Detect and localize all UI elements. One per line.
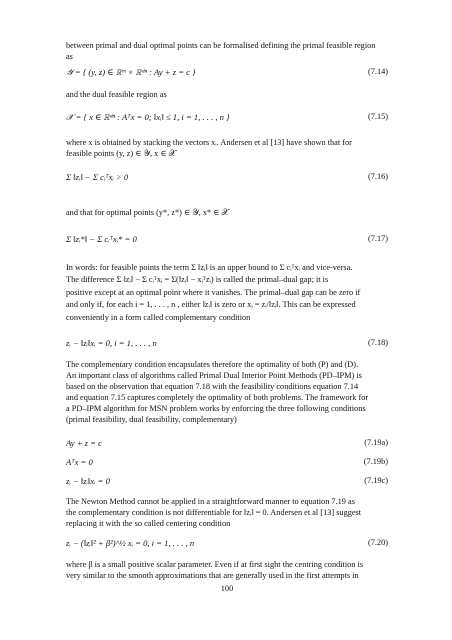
equation-number: (7.14): [367, 67, 388, 76]
equation-7-19b: [66, 457, 388, 469]
equation-body: zᵢ − ‖zᵢ‖xᵢ = 0, i = 1, . . . , n: [66, 338, 157, 348]
paragraph-beta: [66, 559, 388, 581]
text-line: between primal and dual optimal points can be formalised defining the primal feasible region: [66, 41, 376, 50]
text-line: The difference Σ ‖zᵢ‖ − Σ cᵢᵀxᵢ = Σ(‖zᵢ‖ − xᵢᵀzᵢ) is called the primal–dual gap; it is: [66, 275, 329, 285]
text-line: as: [66, 52, 73, 61]
text-line: An important class of algorithms called Primal Dual Interior Point Methods (PD–IPM) is: [66, 371, 362, 380]
equation-body: Σ ‖zᵢ*‖ − Σ cᵢᵀxᵢ* = 0: [66, 234, 137, 244]
equation-number: (7.19a): [364, 438, 388, 447]
equation-body: 𝒴 = { (y, z) ∈ ℝᵐ × ℝᵈⁿ : Ay + z = c }: [66, 67, 196, 77]
text-line: positive except at an optimal point where it vanishes. The primal–dual gap can be zero if: [66, 287, 361, 297]
equation-number: (7.18): [367, 338, 388, 347]
equation-number: (7.15): [367, 112, 388, 121]
equation-number: (7.17): [367, 234, 388, 243]
equation-number: (7.16): [367, 172, 388, 181]
text-line: the complementary condition is not differentiable for ‖zᵢ‖ = 0. Andersen et al [13] suggest: [66, 508, 362, 517]
equation-7-14: [66, 67, 388, 79]
text-line: The Newton Method cannot be applied in a straightforward manner to equation 7.19 as: [66, 497, 355, 506]
equation-body: zᵢ − (‖zᵢ‖² + β²)^½ xᵢ = 0, i = 1, . . . , n: [66, 538, 195, 548]
paragraph-primal-dual-gap: [66, 262, 388, 324]
text-line: where x is obtained by stacking the vectors xᵢ. Andersen et al [13] have shown that for: [66, 138, 352, 147]
equation-7-17: [66, 234, 388, 246]
equation-number: (7.19c): [364, 476, 388, 485]
text-line: and the dual feasible region as: [66, 90, 167, 99]
text-line: and equation 7.15 captures completely the optimality of both problems. The framework for: [66, 393, 369, 402]
equation-7-18: [66, 338, 388, 350]
text-line: replacing it with the so called centering condition: [66, 519, 231, 528]
paragraph-andersen: [66, 137, 388, 159]
equation-body: Ay + z = c: [66, 438, 102, 448]
paragraph-complementary: [66, 359, 388, 425]
text-line: feasible points (y, z) ∈ 𝒴, x ∈ 𝒳: [66, 149, 176, 158]
text-line: a PD–IPM algorithm for MSN problem works by enforcing the three following conditions: [66, 404, 366, 413]
equation-number: (7.20): [367, 538, 388, 547]
equation-7-15: [66, 112, 388, 124]
equation-7-16: [66, 172, 388, 184]
equation-7-20: [66, 538, 388, 550]
equation-body: Σ ‖zᵢ‖ − Σ cᵢᵀxᵢ > 0: [66, 172, 129, 182]
paper-page: [66, 0, 388, 640]
equation-number: (7.19b): [363, 457, 388, 466]
paragraph-optimal-points: [66, 207, 388, 218]
equation-body: zᵢ − ‖zᵢ‖xᵢ = 0: [66, 476, 110, 486]
text-line: very similar to the smooth approximations that are generally used in the first attempts in: [66, 571, 359, 580]
text-line: and only if, for each i = 1, . . . , n , either ‖zᵢ‖ is zero or xᵢ = zᵢ/‖zᵢ‖. This can be expressed: [66, 300, 356, 310]
text-line: conveniently in a form called complementary condition: [66, 312, 251, 322]
text-line: and that for optimal points (y*, z*) ∈ 𝒴, x* ∈ 𝒳: [66, 208, 229, 217]
equation-7-19a: [66, 438, 388, 450]
paragraph-primal-region: [66, 40, 388, 62]
text-line: The complementary condition encapsulates therefore the optimality of both (P) and (D).: [66, 360, 359, 369]
equation-7-19c: [66, 476, 388, 488]
equation-body: Aᵀx = 0: [66, 457, 93, 467]
text-line: In words: for feasible points the term Σ ‖zᵢ‖ is an upper bound to Σ cᵢᵀxᵢ and vice-versa.: [66, 263, 353, 272]
text-line: (primal feasibility, dual feasibility, complementary): [66, 415, 237, 424]
paragraph-newton: [66, 496, 388, 529]
equation-body: 𝒳 = { x ∈ ℝᵈⁿ : Aᵀx = 0; ‖xᵢ‖ ≤ 1, i = 1, . . . , n }: [66, 112, 230, 122]
paragraph-dual-region: [66, 89, 388, 100]
text-line: where β is a small positive scalar parameter. Even if at first sight the centring condition is: [66, 560, 364, 569]
page-number: 100: [220, 584, 234, 593]
text-line: based on the observation that equation 7.18 with the feasibility conditions equation 7.14: [66, 382, 359, 391]
